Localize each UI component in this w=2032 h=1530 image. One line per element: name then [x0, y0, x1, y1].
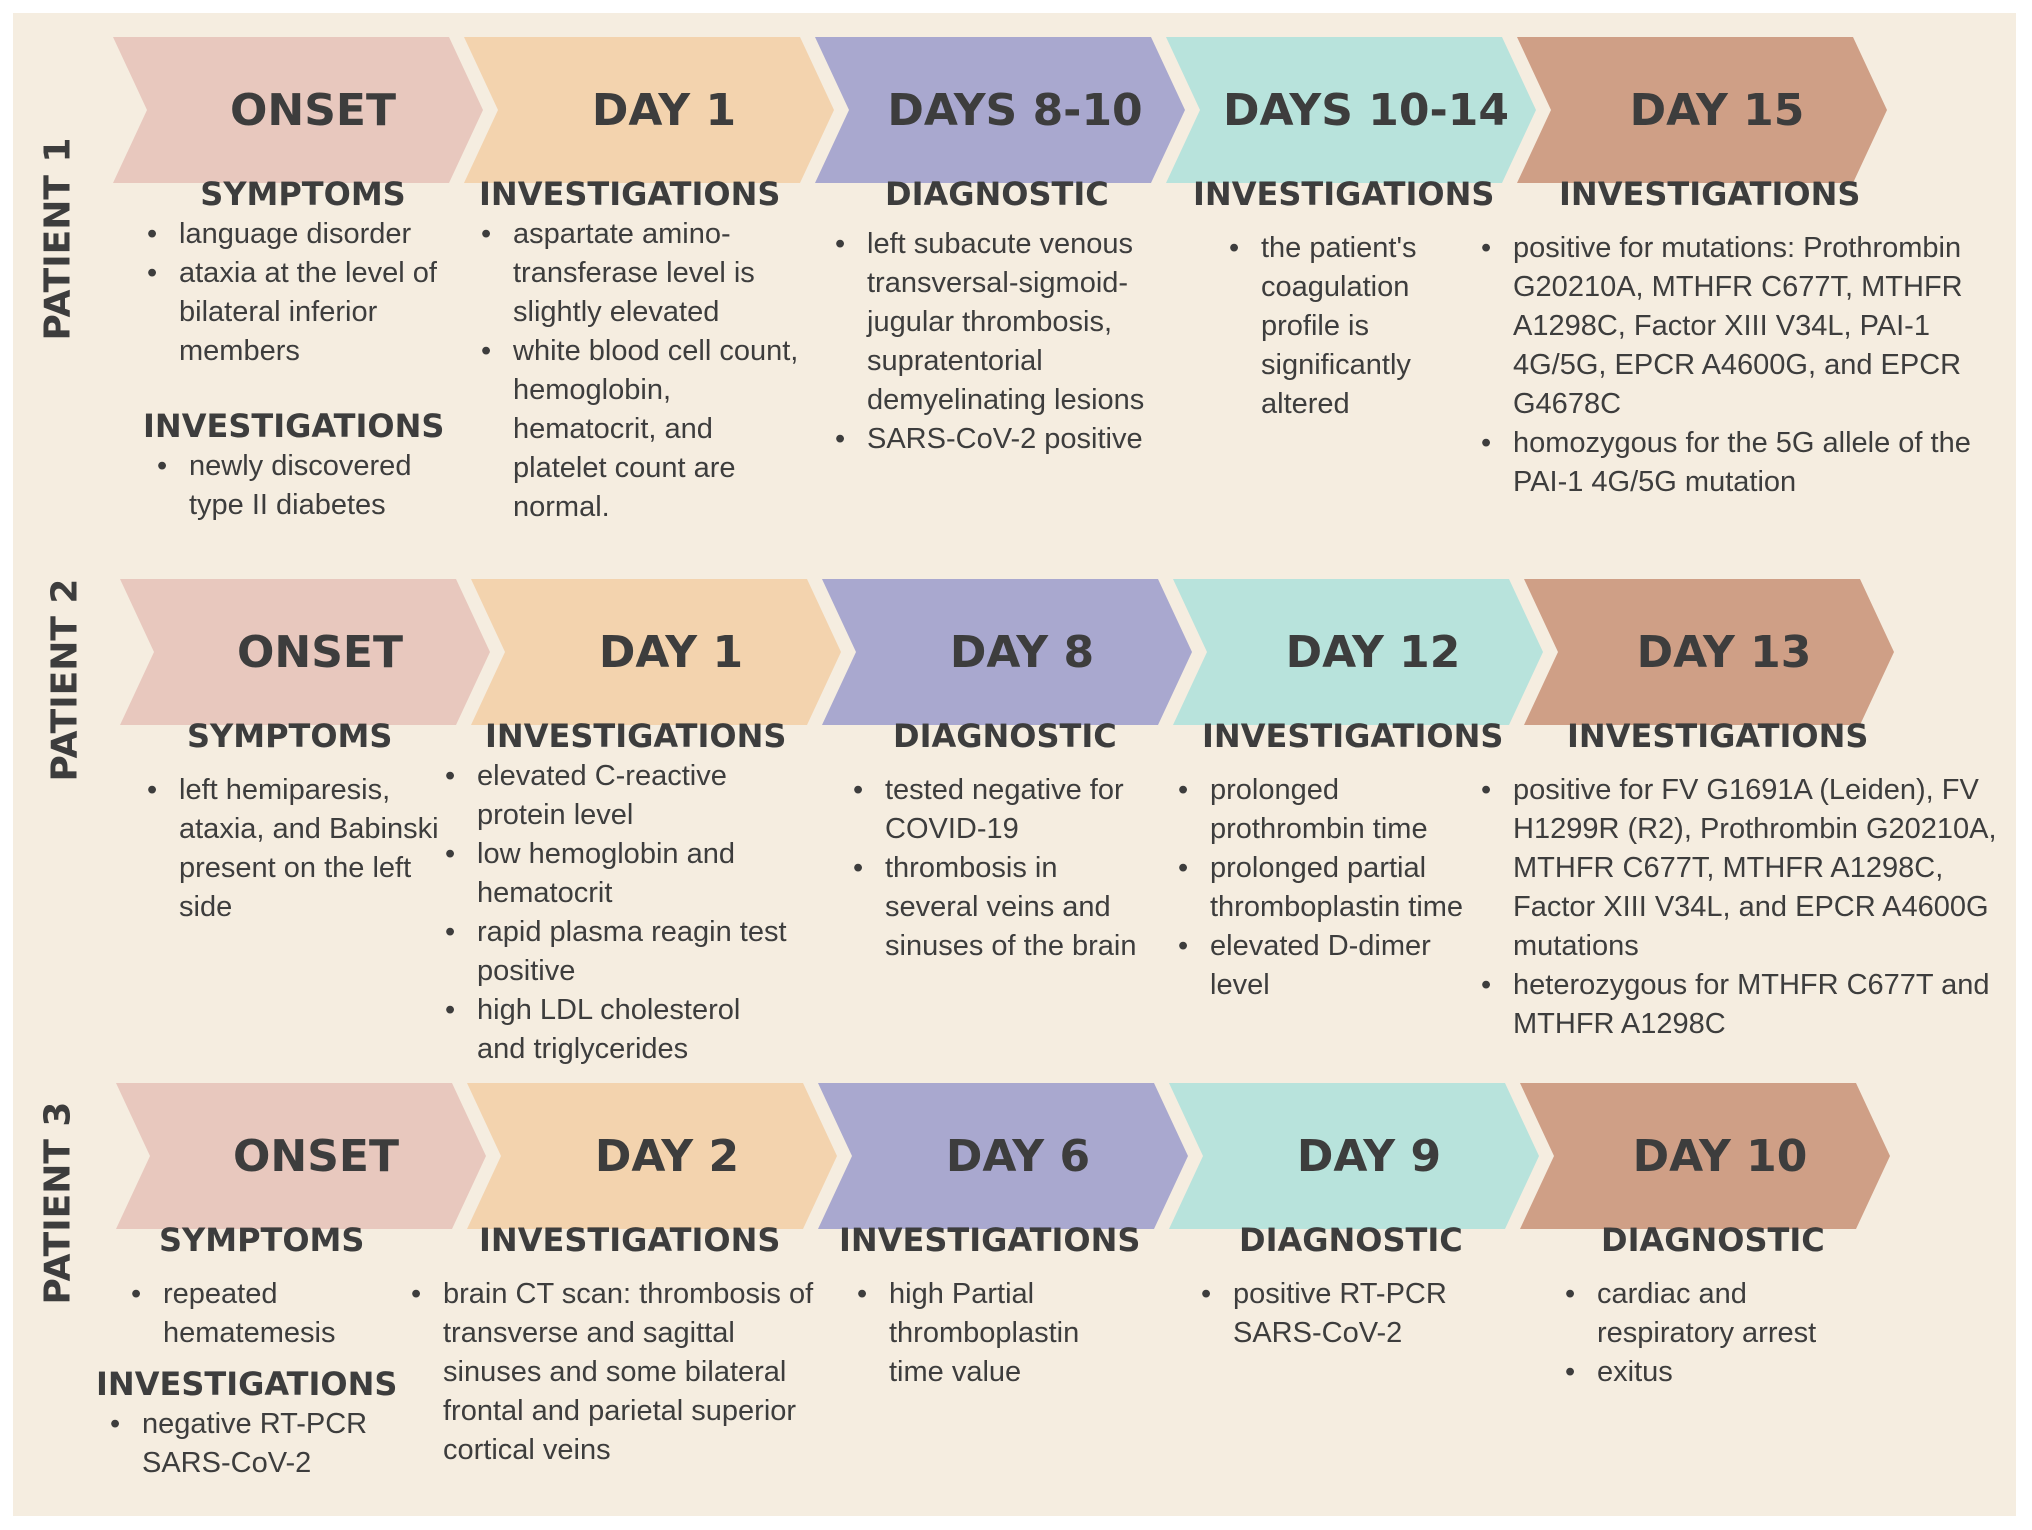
investigations-block	[1193, 173, 1523, 424]
bullet-list	[409, 1275, 819, 1470]
bullet-item: • elevated C-reactive protein level	[443, 757, 788, 835]
bullet-list	[108, 1405, 398, 1483]
block-heading: INVESTIGATIONS	[1202, 717, 1504, 755]
stage-label: DAYS 8-10	[887, 84, 1143, 136]
investigations-block	[839, 1219, 1169, 1392]
bullet-item: • SARS-CoV-2 positive	[833, 420, 1183, 459]
stage-chevron	[120, 579, 490, 725]
block-heading: INVESTIGATIONS	[1193, 175, 1495, 213]
investigations-block	[479, 173, 819, 527]
bullet-item: • left subacute venous transversal-sigmoid-jugular thrombosis, supratentorial demyelinating lesions	[833, 225, 1183, 420]
stage-chevron	[113, 37, 483, 183]
bullet-list	[1563, 1275, 1883, 1392]
diagnostic-block	[833, 173, 1203, 459]
patient-2-label: PATIENT 2	[44, 578, 86, 782]
bullet-item: • repeated hematemesis	[129, 1275, 409, 1353]
stage-label: ONSET	[233, 1130, 399, 1182]
patient-3-label: PATIENT 3	[37, 1101, 79, 1305]
bullet-list	[1479, 229, 1979, 502]
stage-chevron	[1169, 1083, 1539, 1229]
bullet-item: • prolonged prothrombin time	[1176, 771, 1496, 849]
bullet-item: • high LDL cholesterol and triglycerides	[443, 991, 788, 1069]
stage-chevron	[1166, 37, 1536, 183]
bullet-list	[1479, 771, 1999, 1044]
stage-chevron	[1524, 579, 1894, 725]
block-heading: INVESTIGATIONS	[479, 175, 781, 213]
bullet-item: • cardiac and respiratory arrest	[1563, 1275, 1883, 1353]
stage-label: DAY 13	[1636, 626, 1812, 678]
stage-chevron	[471, 579, 841, 725]
bullet-item: • positive for mutations: Prothrombin G20210A, MTHFR C677T, MTHFR A1298C, Factor XIII V34L, PAI-1 4G/5G, EPCR A4600G, and EPCR G4678C	[1479, 229, 1979, 424]
stage-label: DAY 6	[945, 1130, 1091, 1182]
investigations-block	[443, 715, 813, 1069]
block-heading: INVESTIGATIONS	[1559, 175, 1861, 213]
bullet-item: • newly discovered type II diabetes	[155, 447, 445, 525]
stage-chevron	[467, 1083, 837, 1229]
investigations-block	[96, 1363, 436, 1483]
bullet-item: • low hemoglobin and hematocrit	[443, 835, 788, 913]
block-heading: DIAGNOSTIC	[893, 717, 1117, 755]
symptoms-block	[145, 173, 461, 371]
bullet-item: • exitus	[1563, 1353, 1883, 1392]
bullet-list	[479, 215, 799, 527]
stage-chevron	[815, 37, 1185, 183]
diagnostic-block	[851, 715, 1181, 966]
stage-label: DAY 8	[949, 626, 1095, 678]
block-heading: INVESTIGATIONS	[143, 407, 445, 445]
stage-label: DAYS 10-14	[1223, 84, 1509, 136]
stage-chevron	[116, 1083, 486, 1229]
bullet-list	[1199, 1275, 1499, 1353]
block-heading: SYMPTOMS	[187, 717, 393, 755]
stage-chevron	[818, 1083, 1188, 1229]
stage-label: DAY 9	[1296, 1130, 1442, 1182]
block-heading: INVESTIGATIONS	[1567, 717, 1869, 755]
block-heading: DIAGNOSTIC	[1239, 1221, 1463, 1259]
investigations-block	[409, 1219, 829, 1470]
stage-chevron	[1173, 579, 1543, 725]
bullet-list	[145, 771, 445, 927]
stage-label: ONSET	[230, 84, 396, 136]
bullet-list	[145, 215, 461, 371]
stage-label: DAY 2	[594, 1130, 740, 1182]
symptoms-block	[145, 715, 465, 927]
bullet-item: • ataxia at the level of bilateral inferior members	[145, 254, 461, 371]
bullet-item: • prolonged partial thromboplastin time	[1176, 849, 1496, 927]
bullet-item: • brain CT scan: thrombosis of transverse and sagittal sinuses and some bilateral frontal and parietal superior cortical veins	[409, 1275, 819, 1470]
bullet-list	[855, 1275, 1135, 1392]
stage-chevron	[1520, 1083, 1890, 1229]
bullet-item: • positive RT-PCR SARS-CoV-2	[1199, 1275, 1499, 1353]
diagnostic-block	[1563, 1219, 1923, 1392]
block-heading: INVESTIGATIONS	[96, 1365, 398, 1403]
stage-label: DAY 10	[1632, 1130, 1808, 1182]
bullet-list	[1227, 229, 1447, 424]
stage-label: DAY 1	[598, 626, 744, 678]
stage-chevron	[464, 37, 834, 183]
symptoms-block	[109, 1219, 439, 1353]
bullet-item: • positive for FV G1691A (Leiden), FV H1299R (R2), Prothrombin G20210A, MTHFR C677T, MTHFR A1298C, Factor XIII V34L, and EPCR A4600G mutations	[1479, 771, 1999, 966]
bullet-item: • language disorder	[145, 215, 461, 254]
bullet-list	[443, 757, 788, 1069]
bullet-item: • high Partial thromboplastin time value	[855, 1275, 1135, 1392]
bullet-item: • tested negative for COVID-19	[851, 771, 1151, 849]
investigations-block	[1479, 173, 1999, 502]
bullet-item: • white blood cell count, hemoglobin, hematocrit, and platelet count are normal.	[479, 332, 799, 527]
block-heading: INVESTIGATIONS	[479, 1221, 781, 1259]
bullet-list	[1176, 771, 1496, 1005]
investigations-block	[1176, 715, 1506, 1005]
timeline-diagram	[13, 13, 2016, 1516]
bullet-item: • heterozygous for MTHFR C677T and MTHFR A1298C	[1479, 966, 1999, 1044]
bullet-item: • homozygous for the 5G allele of the PAI-1 4G/5G mutation	[1479, 424, 1979, 502]
bullet-item: • aspartate amino-transferase level is slightly elevated	[479, 215, 799, 332]
bullet-item: • thrombosis in several veins and sinuses of the brain	[851, 849, 1151, 966]
bullet-item: • elevated D-dimer level	[1176, 927, 1496, 1005]
stage-label: DAY 1	[591, 84, 737, 136]
bullet-list	[833, 225, 1183, 459]
block-heading: DIAGNOSTIC	[1601, 1221, 1825, 1259]
diagnostic-block	[1199, 1219, 1519, 1353]
block-heading: INVESTIGATIONS	[839, 1221, 1141, 1259]
stage-label: DAY 12	[1285, 626, 1461, 678]
bullet-item: • left hemiparesis, ataxia, and Babinski present on the left side	[145, 771, 445, 927]
investigations-block	[143, 405, 483, 525]
bullet-list	[155, 447, 445, 525]
investigations-block	[1479, 715, 2003, 1044]
block-heading: DIAGNOSTIC	[885, 175, 1109, 213]
bullet-item: • the patient's coagulation profile is significantly altered	[1227, 229, 1447, 424]
bullet-item: • rapid plasma reagin test positive	[443, 913, 788, 991]
stage-chevron	[1517, 37, 1887, 183]
stage-label: ONSET	[237, 626, 403, 678]
block-heading: SYMPTOMS	[159, 1221, 365, 1259]
bullet-list	[851, 771, 1151, 966]
bullet-list	[129, 1275, 409, 1353]
stage-chevron	[822, 579, 1192, 725]
block-heading: INVESTIGATIONS	[485, 717, 787, 755]
bullet-item: • negative RT-PCR SARS-CoV-2	[108, 1405, 398, 1483]
stage-label: DAY 15	[1629, 84, 1805, 136]
block-heading: SYMPTOMS	[200, 175, 406, 213]
patient-1-label: PATIENT 1	[37, 137, 79, 341]
